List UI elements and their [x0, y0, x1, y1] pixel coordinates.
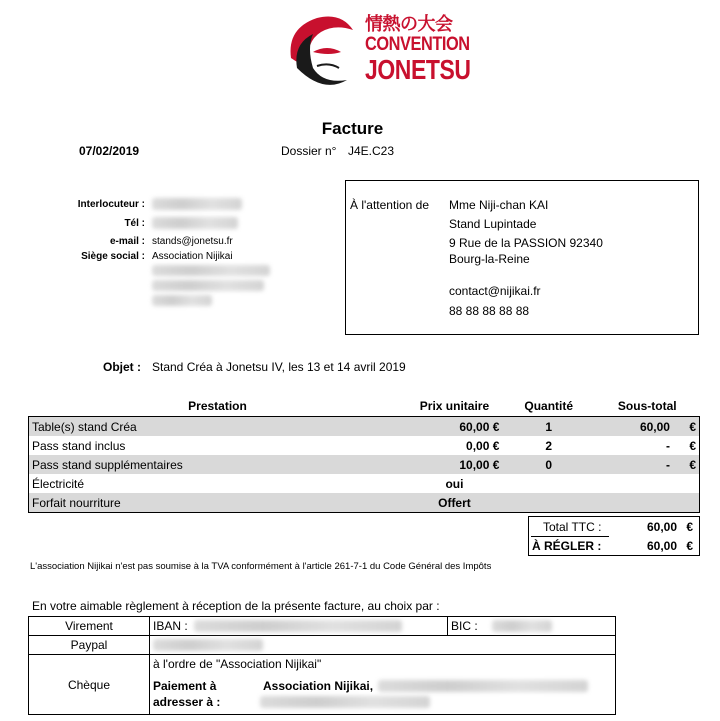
invoice-title: Facture — [321, 119, 384, 138]
row-label: Pass stand supplémentaires — [29, 455, 407, 474]
row-qty — [502, 493, 595, 513]
col-sous-total: Sous-total — [617, 399, 677, 413]
row-sub — [595, 493, 700, 513]
table-row — [29, 493, 700, 513]
prestations-table — [28, 396, 700, 513]
redacted-cheque-address-1 — [378, 680, 588, 692]
paypal-row — [29, 636, 616, 655]
payment-intro: En votre aimable règlement à réception de la présente facture, au choix par : — [32, 599, 440, 613]
invoice-date: 07/02/2019 — [79, 144, 140, 158]
row-prix: 60,00 € — [407, 417, 503, 437]
logo-kanji: 情熱の大会 — [365, 14, 453, 34]
recipient-box — [345, 180, 699, 335]
row-prix: 10,00 € — [407, 455, 503, 474]
iban-label: IBAN : — [153, 619, 188, 633]
virement-row — [29, 617, 616, 636]
regler-value: 60,00 — [646, 539, 677, 553]
row-sub — [595, 436, 700, 455]
recipient-line1: Stand Lupintade — [449, 217, 537, 231]
row-sub-value: - — [665, 457, 670, 472]
cheque-cell — [150, 655, 616, 715]
recipient-line2: 9 Rue de la PASSION 92340 — [449, 236, 603, 250]
col-prix: Prix unitaire — [419, 399, 490, 413]
recipient-email: contact@nijikai.fr — [449, 284, 541, 298]
row-sub-cur: € — [689, 457, 696, 472]
totals-divider — [531, 536, 609, 537]
row-prix: 0,00 € — [466, 438, 500, 453]
cheque-label: Chèque — [29, 655, 150, 715]
row-sub-value: - — [665, 438, 670, 453]
row-prix: Offert — [407, 493, 503, 513]
regler-label: À RÉGLER : — [532, 539, 602, 553]
siege-label: Siège social : — [81, 251, 145, 262]
paypal-cell — [150, 636, 616, 655]
dossier-label: Dossier n° — [281, 144, 337, 158]
logo-convention: CONVENTION — [365, 34, 470, 55]
cheque-row — [29, 655, 616, 715]
row-qty — [502, 474, 595, 493]
row-qty: 0 — [502, 455, 595, 474]
table-row — [29, 436, 700, 455]
email-value: stands@jonetsu.fr — [152, 236, 233, 247]
redacted-address-1 — [152, 265, 270, 276]
iban-cell — [150, 617, 448, 636]
row-sub — [595, 417, 700, 437]
cheque-order: à l'ordre de "Association Nijikai" — [153, 657, 322, 671]
row-sub-cur: € — [689, 419, 696, 434]
ttc-value: 60,00 — [646, 520, 677, 534]
redacted-iban — [194, 620, 402, 632]
interlocuteur-label: Interlocuteur : — [77, 199, 145, 210]
row-label: Électricité — [32, 476, 85, 491]
row-prix: oui — [445, 476, 464, 491]
cheque-address-value: Association Nijikai, — [263, 679, 374, 693]
row-sub — [595, 474, 700, 493]
redacted-address-2 — [152, 280, 264, 291]
col-quantite: Quantité — [524, 399, 574, 413]
logo-jonetsu: JONETSU — [365, 54, 471, 85]
row-sub-value: 60,00 — [639, 419, 670, 434]
redacted-address-3 — [152, 295, 212, 306]
table-row — [29, 455, 700, 474]
row-label: Table(s) stand Créa — [29, 417, 407, 437]
objet-label: Objet : — [103, 360, 141, 374]
recipient-phone: 88 88 88 88 88 — [449, 304, 530, 318]
redacted-cheque-address-2 — [260, 696, 430, 708]
redacted-paypal — [153, 639, 263, 651]
tel-label: Tél : — [124, 218, 145, 229]
ttc-currency: € — [686, 520, 693, 534]
totals-box — [528, 516, 700, 556]
col-prestation: Prestation — [188, 399, 247, 413]
bic-label: BIC : — [451, 619, 478, 633]
anime-face-icon — [283, 8, 363, 92]
row-qty: 1 — [502, 417, 595, 437]
virement-label: Virement — [29, 617, 150, 636]
redacted-tel — [152, 217, 238, 229]
row-label: Pass stand inclus — [32, 438, 126, 453]
siege-value: Association Nijikai — [152, 251, 233, 262]
ttc-label: Total TTC : — [543, 520, 602, 534]
row-sub — [595, 455, 700, 474]
regler-currency: € — [686, 539, 693, 553]
bic-cell — [448, 617, 616, 636]
table-row — [29, 417, 700, 437]
objet-value: Stand Créa à Jonetsu IV, les 13 et 14 avril 2019 — [152, 360, 406, 374]
payment-table — [28, 616, 616, 715]
cheque-address-label-1: Paiement à — [153, 679, 217, 693]
convention-logo — [283, 8, 471, 92]
tva-note: L'association Nijikai n'est pas soumise à la TVA conformément à l'article 261-7-1 du Code Général des Impôts — [30, 561, 492, 572]
redacted-bic — [492, 620, 552, 632]
email-label: e-mail : — [109, 236, 145, 247]
cheque-address-label-2: adresser à : — [153, 695, 221, 709]
paypal-label: Paypal — [29, 636, 150, 655]
dossier-value: J4E.C23 — [348, 144, 395, 158]
table-row — [29, 474, 700, 493]
row-sub-cur: € — [689, 438, 696, 453]
row-qty: 2 — [545, 438, 553, 453]
row-label: Forfait nourriture — [29, 493, 407, 513]
recipient-name: Mme Niji-chan KAI — [449, 198, 549, 212]
attention-label: À l'attention de — [350, 198, 430, 212]
redacted-interlocuteur — [152, 198, 242, 210]
recipient-line3: Bourg-la-Reine — [449, 252, 530, 266]
